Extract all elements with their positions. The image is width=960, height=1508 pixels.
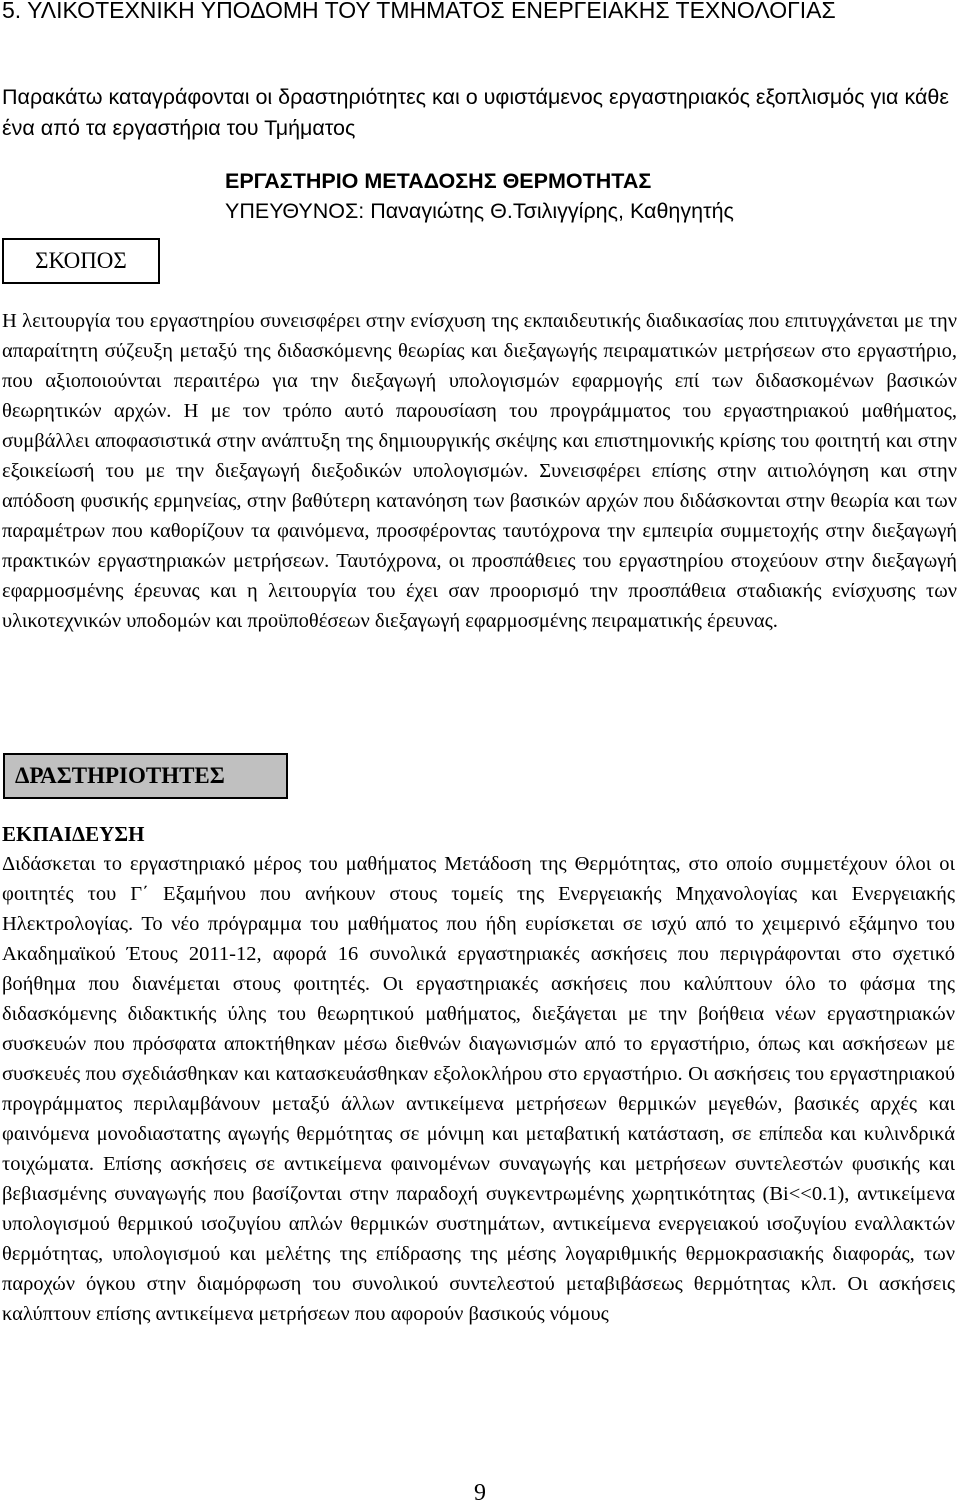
education-paragraph: Διδάσκεται το εργαστηριακό μέρος του μαθήματος Μετάδοση της Θερμότητας, στο οποίο συμμετέχουν όλοι οι φοιτητές του Γ΄ Εξαμήνου που ανήκουν στους τομείς της Ενεργειακής Μηχανολογίας και Ενεργειακής Ηλεκτρολογίας. Το νέο πρόγραμμα του μαθήματος που ήδη ευρίσκεται σε ισχύ από το χειμερινό εξάμηνο του Ακαδημαϊκού Έτους 2011-12, αφορά 16 συνολικά εργαστηριακές ασκήσεις που περιγράφονται στο σχετικό βοήθημα που διανέμεται στους φοιτητές. Οι εργαστηριακές ασκήσεις που καλύπτουν όλο το φάσμα της διδασκόμενης διδακτικής ύλης του θεωρητικού μαθήματος, διεξάγεται με την βοήθεια νέων εργαστηριακών συσκευών που πρόσφατα αποκτήθηκαν μέσω διεθνών διαγωνισμών από το εργαστήριο, όπως και ασκήσεων με συσκευές που σχεδιάσθηκαν και κατασκευάσθηκαν εξολοκλήρου στο εργαστήριο. Οι ασκήσεις του εργαστηριακού προγράμματος περιλαμβάνουν μεταξύ άλλων αντικείμενα μετρήσεων θερμικών μεγεθών, βασικές αρχές και φαινόμενα μονοδιαστατης αγωγής θερμότητας σε μόνιμη και μεταβατική κατάσταση, σε επίπεδα και κυλινδρικά τοιχώματα. Επίσης ασκήσεις σε αντικείμενα φαινομένων συναγωγής και μετρήσεων συντελεστών φυσικής και βεβιασμένης συναγωγής που βασίζονται στην παραδοχή συγκεντρωμένης χωρητικότητας (Bi<<0.1), αντικείμενα υπολογισμού θερμικού ισοζυγίου απλών θερμικών συστημάτων, αντικείμενα ενεργειακού ισοζυγίου εναλλακτών θερμότητας, υπολογισμού και μελέτης της επίδρασης της μέσης λογαριθμικής θερμοκρασιακής διαφοράς, των παροχών όγκου στην διαμόρφωση του συνολικού συντελεστού μεταβιβάσεως θερμότητας κλπ. Οι ασκήσεις καλύπτουν επίσης αντικείμενα μετρήσεων που αφορούν βασικούς νόμους <box>2 853 955 1325</box>
section-title-text: 5. ΥΛΙΚΟΤΕΧΝΙΚΗ ΥΠΟΔΟΜΗ ΤΟΥ ΤΜΗΜΑΤΟΣ ΕΝΕΡΓΕΙΑΚΗΣ ΤΕΧΝΟΛΟΓΙΑΣ <box>2 0 836 23</box>
purpose-label-box <box>2 238 160 284</box>
section-title <box>2 0 952 27</box>
lab-name: ΕΡΓΑΣΤΗΡΙΟ ΜΕΤΑΔΟΣΗΣ ΘΕΡΜΟΤΗΤΑΣ <box>225 169 652 193</box>
lab-head: ΥΠΕΥΘΥΝΟΣ: Παναγιώτης Θ.Τσιλιγγίρης, Καθηγητής <box>225 199 734 223</box>
education-heading: ΕΚΠΑΙΔΕΥΣΗ <box>2 822 145 846</box>
purpose-label: ΣΚΟΠΟΣ <box>35 248 127 273</box>
activities-label: ΔΡΑΣΤΗΡΙΟΤΗΤΕΣ <box>15 763 225 788</box>
purpose-paragraph: Η λειτουργία του εργαστηρίου συνεισφέρει στην ενίσχυση της εκπαιδευτικής διαδικασίας που επιτυγχάνεται με την απαραίτητη σύζευξη μεταξύ της διδασκόμενης θεωρίας και διεξαγωγής πειραματικών μετρήσεων στο εργαστήριο, που αξιοποιούνται περαιτέρω για την διεξαγωγή υπολογισμών εφαρμογής επί των διδασκομένων βασικών θεωρητικών αρχών. Η με τον τρόπο αυτό παρουσίαση του προγράμματος του εργαστηριακού μαθήματος, συμβάλλει αποφασιστικά στην ανάπτυξη της δημιουργικής σκέψης και επιστημονικής κρίσης του φοιτητή και στην εξοικείωσή του με την διεξαγωγή διεξοδικών υπολογισμών. Συνεισφέρει επίσης στην αιτιολόγηση και στην απόδοση φυσικής ερμηνείας, στην βαθύτερη κατανόηση των βασικών αρχών που διδάσκονται στην θεωρία και των παραμέτρων που καθορίζουν τα φαινόμενα, προσφέροντας ταυτόχρονα την εμπειρία συμμετοχής στην διεξαγωγή πρακτικών εργαστηριακών μετρήσεων. Ταυτόχρονα, οι προσπάθειες του εργαστηρίου στοχεύουν στην διεξαγωγή εφαρμοσμένης έρευνας και η λειτουργία του έχει σαν προορισμό την προσπάθεια σταδιακής ενίσχυσης των υλικοτεχνικών υποδομών και προϋποθέσεων διεξαγωγή εφαρμοσμένης πειραματικής έρευνας. <box>2 310 957 632</box>
activities-label-box <box>3 753 288 799</box>
page-number: 9 <box>474 1480 486 1506</box>
section-intro: Παρακάτω καταγράφονται οι δραστηριότητες και ο υφιστάμενος εργαστηριακός εξοπλισμός για κάθε ένα από τα εργαστήρια του Τμήματος <box>2 85 949 140</box>
